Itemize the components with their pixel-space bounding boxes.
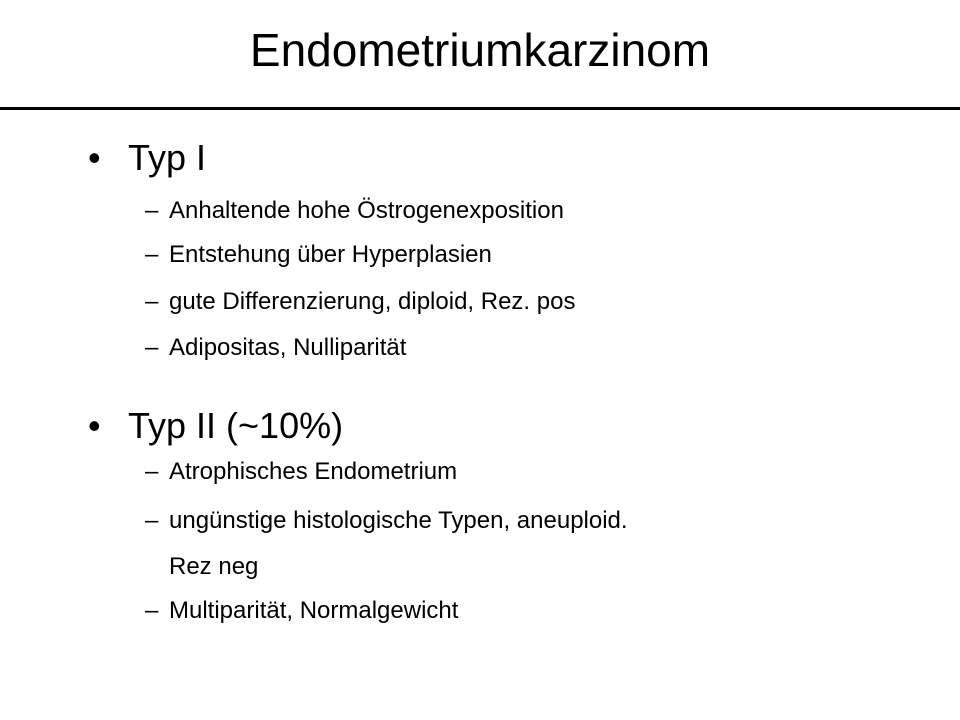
bullet-marker: •	[88, 137, 101, 178]
list-item	[145, 333, 406, 363]
list-item-text: Multiparität, Normalgewicht	[169, 597, 459, 624]
list-item	[145, 457, 457, 487]
dash-marker: –	[145, 597, 159, 624]
list-item	[145, 287, 575, 317]
dash-marker: –	[145, 507, 159, 534]
dash-marker: –	[145, 197, 159, 224]
slide-title: Endometriumkarzinom	[249, 24, 711, 76]
list-item-text: Adipositas, Nulliparität	[169, 334, 407, 361]
section-heading-label: Typ I	[128, 137, 207, 178]
list-item-text: Atrophisches Endometrium	[169, 458, 458, 485]
dash-marker: –	[145, 334, 159, 361]
dash-marker: –	[145, 458, 159, 485]
list-item-text: Anhaltende hohe Östrogenexposition	[169, 197, 564, 224]
list-item-continuation: Rez neg	[169, 553, 259, 580]
list-item-text: gute Differenzierung, diploid, Rez. pos	[169, 288, 576, 315]
list-item	[145, 506, 628, 536]
list-item-text: ungünstige histologische Typen, aneuploid.	[169, 507, 628, 534]
dash-marker: –	[145, 288, 159, 315]
list-item-text: Entstehung über Hyperplasien	[169, 241, 492, 268]
list-item	[145, 596, 458, 626]
section-heading-label: Typ II (~10%)	[128, 405, 344, 446]
title-divider	[0, 107, 960, 110]
section-heading-typ-2	[88, 404, 343, 448]
list-item	[145, 240, 492, 270]
bullet-marker: •	[88, 405, 101, 446]
list-item	[145, 196, 564, 226]
section-heading-typ-1	[88, 136, 206, 180]
dash-marker: –	[145, 241, 159, 268]
